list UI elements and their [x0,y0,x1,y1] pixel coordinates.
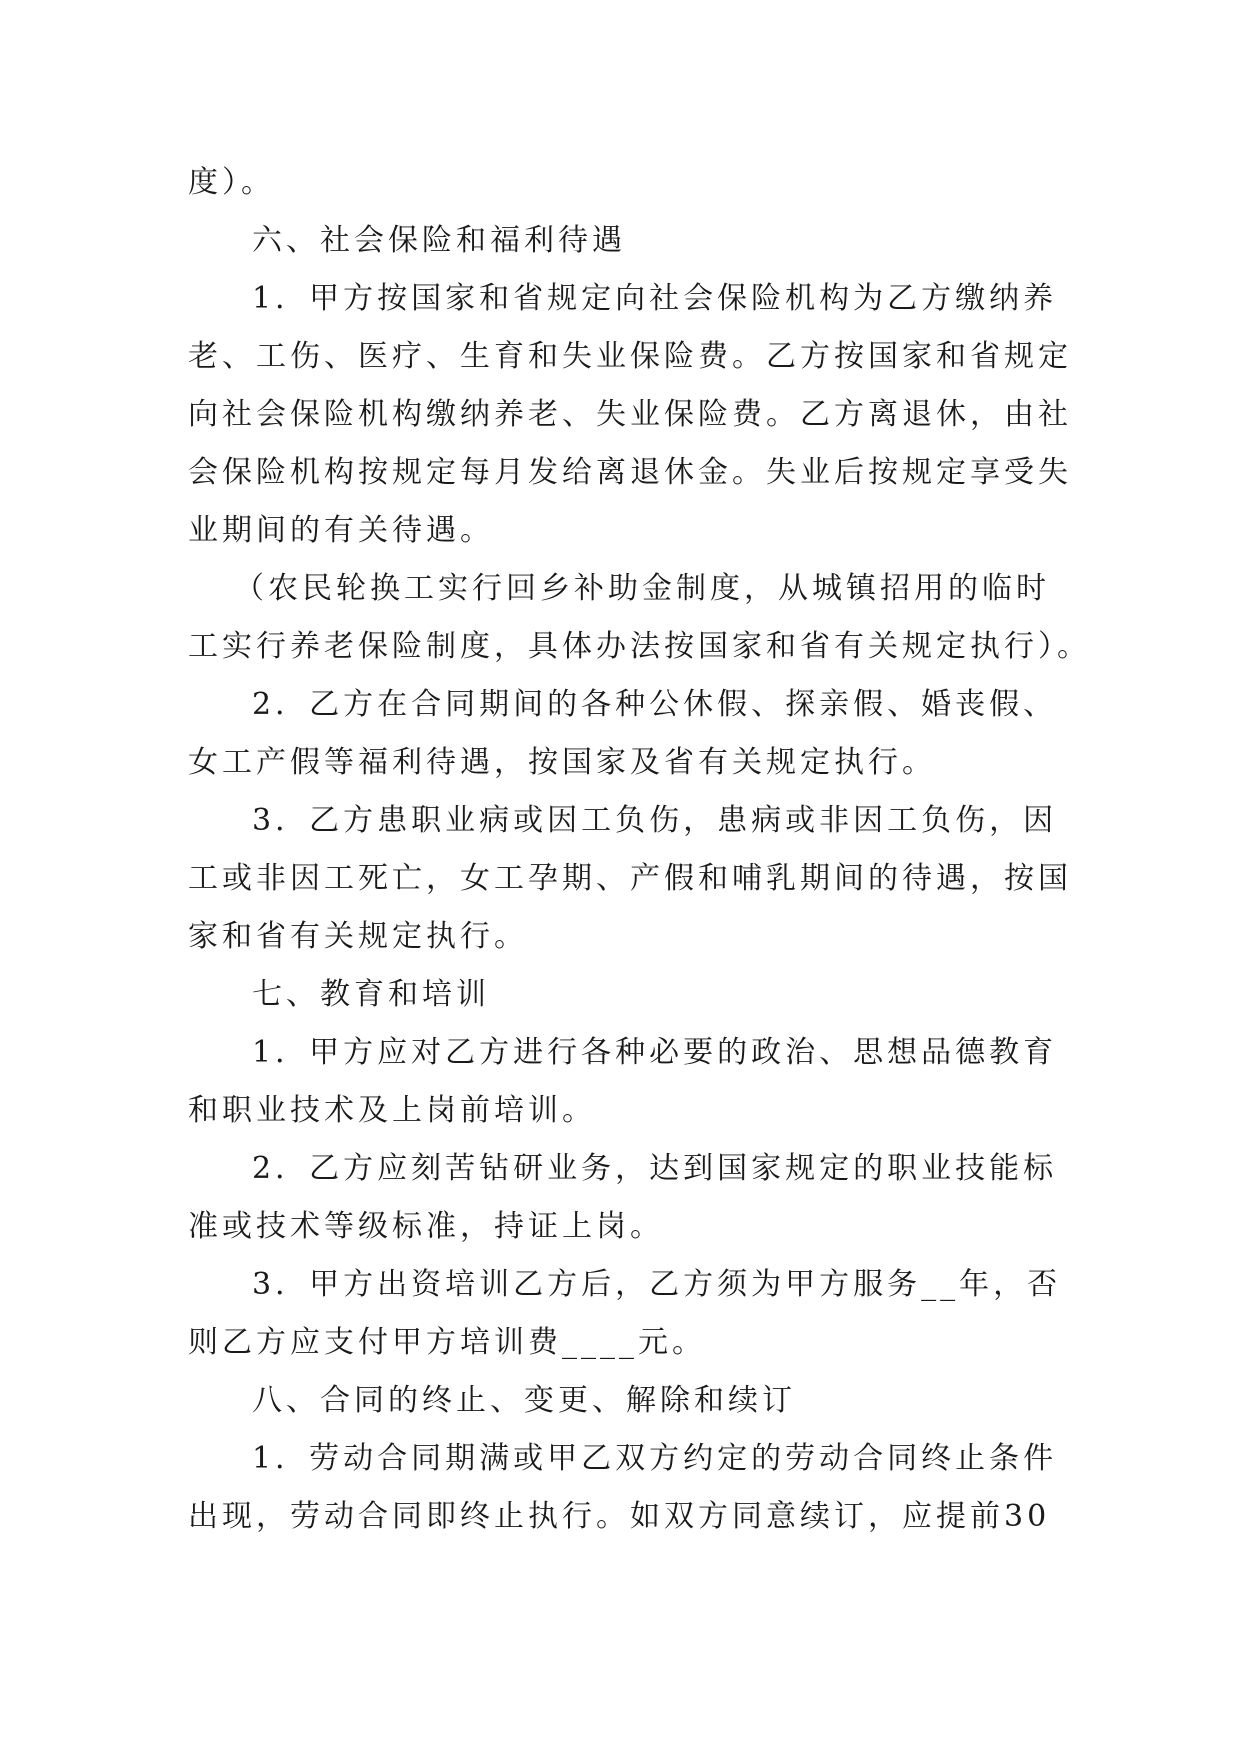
paragraph-line: 1．劳动合同期满或甲乙双方约定的劳动合同终止条件 [252,1441,1058,1476]
paragraph-line: 女工产假等福利待遇，按国家及省有关规定执行。 [188,745,936,780]
paragraph-line: 业期间的有关待遇。 [188,513,494,548]
paragraph-line: 1．甲方按国家和省规定向社会保险机构为乙方缴纳养 [252,281,1058,316]
text-line: 度）。 [188,165,275,200]
paragraph-line: 向社会保险机构缴纳养老、失业保险费。乙方离退休，由社 [188,397,1072,432]
paragraph-line: 2．乙方在合同期间的各种公休假、探亲假、婚丧假、 [252,687,1058,722]
section-heading-contract-termination: 八、合同的终止、变更、解除和续订 [252,1383,796,1418]
section-heading-social-insurance: 六、社会保险和福利待遇 [252,223,626,258]
paragraph-line: 会保险机构按规定每月发给离退休金。失业后按规定享受失 [188,455,1072,490]
paragraph-line: 1．甲方应对乙方进行各种必要的政治、思想品德教育 [252,1035,1058,1070]
paragraph-line: 工实行养老保险制度，具体办法按国家和省有关规定执行）。 [188,629,1091,664]
paragraph-line: 准或技术等级标准，持证上岗。 [188,1209,664,1244]
paragraph-line: 和职业技术及上岗前培训。 [188,1093,596,1128]
paragraph-line: 3．甲方出资培训乙方后，乙方须为甲方服务__年，否 [252,1267,1062,1302]
section-heading-education-training: 七、教育和培训 [252,977,490,1012]
paragraph-line: 2．乙方应刻苦钻研业务，达到国家规定的职业技能标 [252,1151,1058,1186]
paragraph-line: 3．乙方患职业病或因工负伤，患病或非因工负伤，因 [252,803,1058,838]
paragraph-line: （农民轮换工实行回乡补助金制度，从城镇招用的临时 [234,571,1050,606]
paragraph-line: 老、工伤、医疗、生育和失业保险费。乙方按国家和省规定 [188,339,1072,374]
document-body [188,154,1091,1546]
paragraph-line: 出现，劳动合同即终止执行。如双方同意续订，应提前30 [188,1499,1051,1534]
paragraph-line: 工或非因工死亡，女工孕期、产假和哺乳期间的待遇，按国 [188,861,1072,896]
paragraph-line: 则乙方应支付甲方培训费____元。 [188,1325,706,1360]
paragraph-line: 家和省有关规定执行。 [188,919,528,954]
